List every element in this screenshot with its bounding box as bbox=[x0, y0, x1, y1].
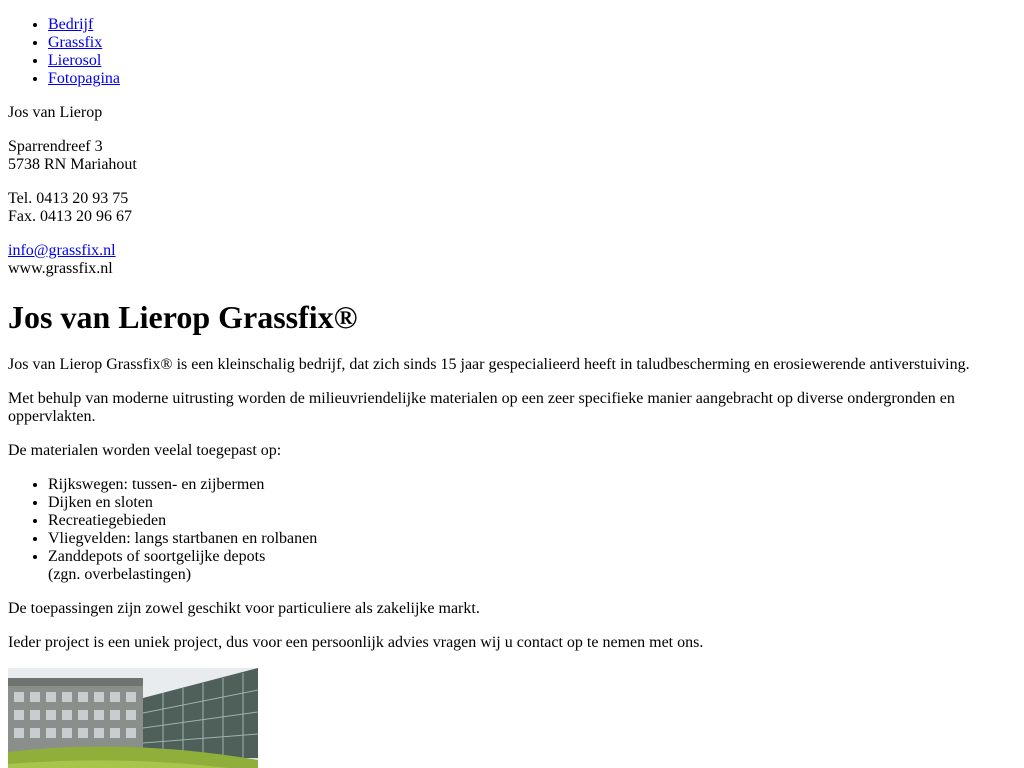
equipment-paragraph: Met behulp van moderne uitrusting worden de milieuvriendelijke materialen op een zeer specifieke manier aangebracht op diverse ondergronden en oppervlakten. bbox=[8, 390, 955, 425]
nav-link-fotopagina[interactable]: Fotopagina bbox=[48, 70, 120, 87]
building-photo bbox=[8, 668, 258, 768]
applications-list bbox=[8, 476, 1016, 584]
market-paragraph: De toepassingen zijn zowel geschikt voor particuliere als zakelijke markt. bbox=[8, 600, 480, 617]
nav-item-grassfix bbox=[48, 34, 1016, 52]
contact-phone bbox=[8, 190, 1016, 226]
contact-name: Jos van Lierop bbox=[8, 104, 103, 121]
list-item: • Vliegvelden: langs startbanen en rolbanen bbox=[48, 530, 1016, 548]
intro-paragraph: Jos van Lierop Grassfix® is een kleinschalig bedrijf, dat zich sinds 15 jaar gespecialieerd heeft in taludbescherming en erosiewerende antiverstuiving. bbox=[8, 356, 970, 373]
nav-item-bedrijf bbox=[48, 16, 1016, 34]
advice-paragraph: Ieder project is een uniek project, dus voor een persoonlijk advies vragen wij u contact op te nemen met ons. bbox=[8, 634, 704, 651]
contact-website: www.grassfix.nl bbox=[8, 260, 113, 277]
contact-online bbox=[8, 242, 1016, 278]
nav-link-grassfix[interactable]: Grassfix bbox=[48, 34, 103, 51]
contact-tel: Tel. 0413 20 93 75 bbox=[8, 190, 129, 207]
applications-intro: De materialen worden veelal toegepast op: bbox=[8, 442, 282, 459]
building-photo-image bbox=[8, 668, 258, 768]
list-item-text: Zanddepots of soortgelijke depots bbox=[48, 548, 266, 565]
nav-item-fotopagina bbox=[48, 70, 1016, 88]
page-title: Jos van Lierop Grassfix® bbox=[8, 299, 358, 335]
nav-link-lierosol[interactable]: Lierosol bbox=[48, 52, 102, 69]
list-item-subtext: (zgn. overbelastingen) bbox=[48, 566, 192, 583]
nav-item-lierosol bbox=[48, 52, 1016, 70]
main-nav bbox=[8, 16, 1016, 88]
list-item bbox=[48, 548, 1016, 584]
contact-address bbox=[8, 138, 1016, 174]
list-item: • Dijken en sloten bbox=[48, 494, 1016, 512]
contact-fax: Fax. 0413 20 96 67 bbox=[8, 208, 132, 225]
contact-email-link[interactable]: info@grassfix.nl bbox=[8, 242, 116, 259]
list-item: • Rijkswegen: tussen- en zijbermen bbox=[48, 476, 1016, 494]
contact-street: Sparrendreef 3 bbox=[8, 138, 103, 155]
nav-link-bedrijf[interactable]: Bedrijf bbox=[48, 16, 94, 33]
contact-city: 5738 RN Mariahout bbox=[8, 156, 137, 173]
list-item: • Recreatiegebieden bbox=[48, 512, 1016, 530]
